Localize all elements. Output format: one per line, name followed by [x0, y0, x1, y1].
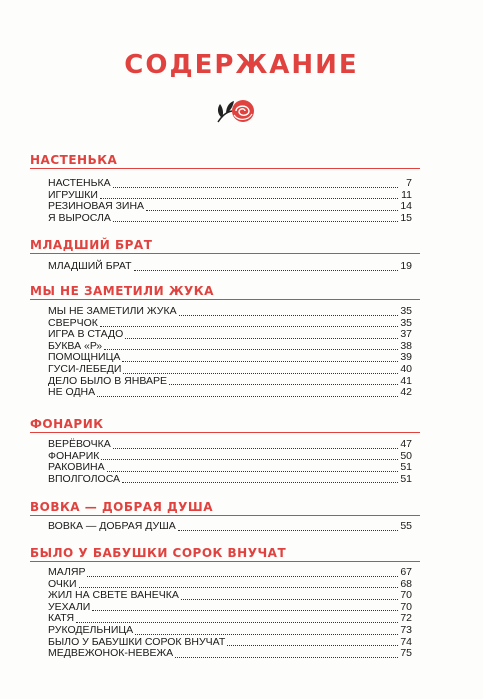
dot-leader [100, 325, 398, 327]
page-number: 35 [400, 305, 412, 317]
toc-entry[interactable] [48, 178, 412, 190]
entry-list [48, 261, 412, 273]
entry-title: МЫ НЕ ЗАМЕТИЛИ ЖУКА [48, 305, 177, 317]
entry-title: ИГРУШКИ [48, 188, 98, 201]
rose-icon [214, 96, 258, 126]
entry-title: ИГРА В СТАДО [48, 328, 124, 341]
page-number: 50 [400, 449, 412, 462]
dot-leader [79, 586, 398, 588]
page-number: 19 [400, 260, 412, 272]
dot-leader [104, 348, 398, 350]
dot-leader [100, 197, 398, 199]
page-number: 68 [400, 577, 412, 590]
entry-list [48, 306, 412, 399]
dot-leader [113, 220, 398, 222]
dot-leader [178, 529, 398, 531]
entry-title: РУКОДЕЛЬНИЦА [48, 623, 134, 636]
page-number: 70 [400, 589, 412, 602]
toc-entry[interactable] [48, 306, 412, 318]
section-title: МЛАДШИЙ БРАТ [30, 238, 153, 252]
entry-title: ФОНАРИК [48, 449, 100, 462]
section-divider [30, 561, 420, 562]
dot-leader [146, 209, 398, 211]
entry-title: УЕХАЛИ [48, 600, 91, 613]
toc-entry[interactable] [48, 364, 412, 376]
entry-title: РЕЗИНОВАЯ ЗИНА [48, 200, 145, 213]
section-divider [30, 515, 420, 516]
entry-list [48, 178, 412, 224]
section-title: МЫ НЕ ЗАМЕТИЛИ ЖУКА [30, 284, 214, 298]
toc-entry[interactable] [48, 521, 412, 533]
page-number: 55 [400, 520, 412, 532]
section-title: НАСТЕНЬКА [30, 153, 118, 167]
section-divider [30, 432, 420, 433]
entry-title: КАТЯ [48, 612, 75, 625]
entry-title: СВЕРЧОК [48, 316, 98, 329]
page-number: 42 [400, 386, 412, 399]
page-number: 38 [400, 339, 412, 352]
dot-leader [76, 621, 398, 623]
toc-entry[interactable] [48, 376, 412, 388]
toc-entry[interactable] [48, 590, 412, 602]
page-number: 70 [400, 600, 412, 613]
page-number: 51 [400, 461, 412, 474]
dot-leader [227, 644, 398, 646]
dot-leader [122, 360, 398, 362]
toc-entry[interactable] [48, 213, 412, 225]
dot-leader [122, 481, 398, 483]
dot-leader [92, 609, 398, 611]
entry-title: НАСТЕНЬКА [48, 177, 111, 189]
page-number: 73 [400, 623, 412, 636]
entry-list [48, 521, 412, 533]
page-number: 15 [400, 211, 412, 224]
dot-leader [113, 186, 398, 188]
page-number: 47 [400, 438, 412, 450]
toc-entry[interactable] [48, 387, 412, 399]
section-title: ФОНАРИК [30, 417, 104, 431]
toc-entry[interactable] [48, 648, 412, 660]
page-title: СОДЕРЖАНИЕ [124, 50, 359, 80]
entry-title: НЕ ОДНА [48, 386, 96, 399]
dot-leader [169, 383, 398, 385]
dot-leader [125, 337, 398, 339]
dot-leader [134, 269, 398, 271]
dot-leader [135, 633, 398, 635]
entry-title: ДЕЛО БЫЛО В ЯНВАРЕ [48, 374, 168, 387]
dot-leader [181, 598, 398, 600]
entry-title: БУКВА «Р» [48, 339, 103, 352]
toc-section [30, 546, 420, 567]
entry-list [48, 439, 412, 485]
section-divider [30, 168, 420, 169]
entry-title: ВЕРЁВОЧКА [48, 438, 111, 450]
dot-leader [123, 372, 398, 374]
toc-entry[interactable] [48, 625, 412, 637]
dot-leader [175, 656, 398, 658]
page-number: 11 [401, 188, 412, 201]
toc-entry[interactable] [48, 329, 412, 341]
dot-leader [101, 458, 398, 460]
entry-title: ВОВКА — ДОБРАЯ ДУША [48, 520, 176, 532]
toc-section [30, 417, 420, 438]
toc-entry[interactable] [48, 602, 412, 614]
dot-leader [87, 575, 398, 577]
page-number: 74 [400, 635, 412, 648]
entry-title: ВПОЛГОЛОСА [48, 472, 121, 485]
page-number: 75 [400, 647, 412, 660]
entry-title: МАЛЯР [48, 566, 86, 578]
toc-section [30, 153, 420, 174]
page-number: 39 [400, 351, 412, 364]
page-number: 41 [400, 374, 412, 387]
toc-section [30, 238, 420, 259]
entry-title: Я ВЫРОСЛА [48, 211, 111, 224]
page-number: 7 [406, 177, 412, 189]
toc-entry[interactable] [48, 474, 412, 486]
dot-leader [179, 314, 398, 316]
entry-title: ГУСИ-ЛЕБЕДИ [48, 362, 122, 375]
entry-list [48, 567, 412, 660]
dot-leader [107, 470, 398, 472]
entry-title: МЕДВЕЖОНОК-НЕВЕЖА [48, 647, 174, 660]
toc-entry[interactable] [48, 439, 412, 451]
page-number: 72 [400, 612, 412, 625]
section-title: ВОВКА — ДОБРАЯ ДУША [30, 500, 214, 514]
entry-title: БЫЛО У БАБУШКИ СОРОК ВНУЧАТ [48, 635, 226, 648]
page-number: 37 [400, 328, 412, 341]
toc-section [30, 500, 420, 521]
section-divider [30, 253, 420, 254]
page-number: 67 [400, 566, 412, 578]
section-title: БЫЛО У БАБУШКИ СОРОК ВНУЧАТ [30, 546, 287, 560]
toc-section [30, 284, 420, 305]
dot-leader [97, 395, 398, 397]
toc-entry[interactable] [48, 567, 412, 579]
entry-title: ПОМОЩНИЦА [48, 351, 121, 364]
entry-title: РАКОВИНА [48, 461, 105, 474]
section-divider [30, 299, 420, 300]
toc-entry[interactable] [48, 261, 412, 273]
page-number: 14 [400, 200, 412, 213]
dot-leader [113, 447, 398, 449]
page-number: 51 [400, 472, 412, 485]
page-number: 35 [400, 316, 412, 329]
entry-title: ЖИЛ НА СВЕТЕ ВАНЕЧКА [48, 589, 179, 602]
entry-title: ОЧКИ [48, 577, 77, 590]
page-number: 40 [400, 362, 412, 375]
entry-title: МЛАДШИЙ БРАТ [48, 260, 132, 272]
